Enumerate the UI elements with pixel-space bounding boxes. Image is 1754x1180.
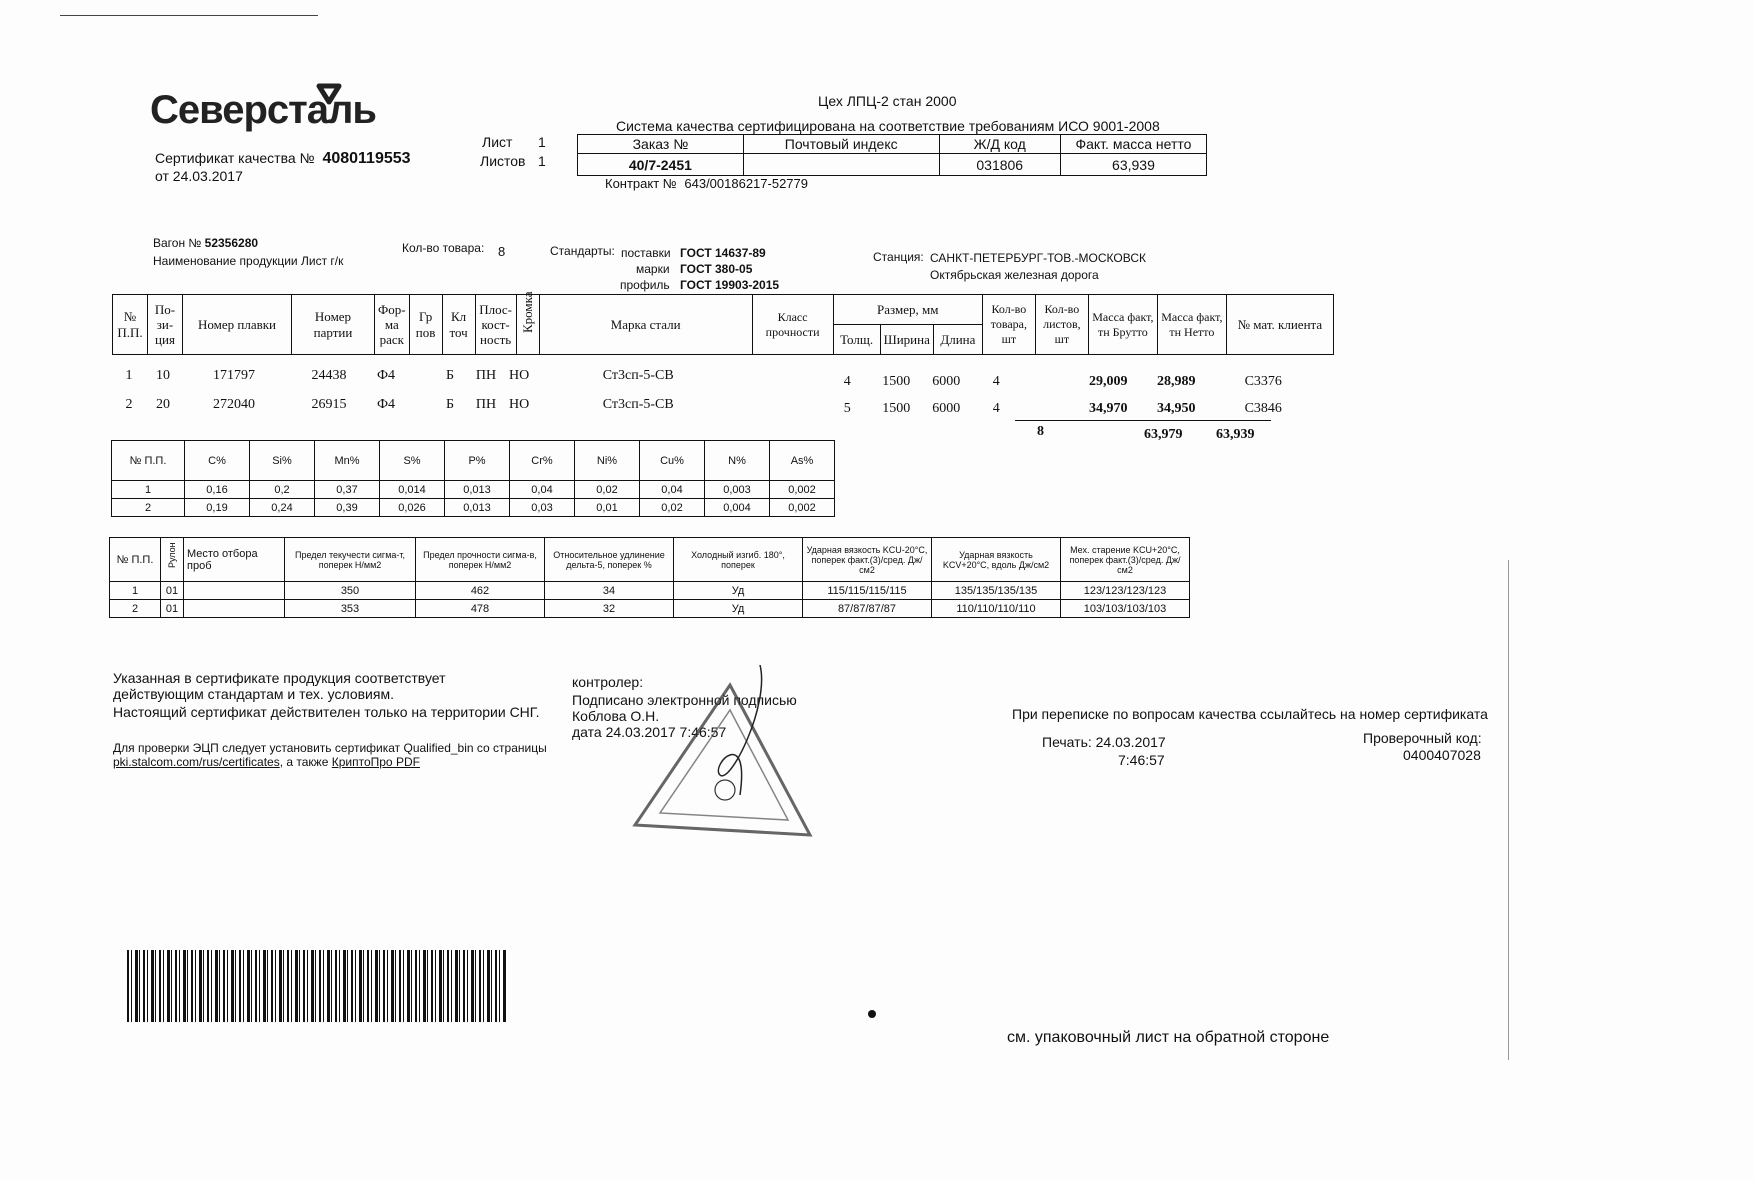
cell: Уд [674, 600, 803, 618]
cell: 32 [545, 600, 674, 618]
cell: 115/115/115/115 [803, 582, 932, 600]
col-sheets: Кол-во листов, шт [1035, 295, 1088, 355]
col-edge-label: Кромка [519, 290, 535, 333]
scan-speck [868, 1010, 876, 1018]
signature-date: дата 24.03.2017 7:46:57 [572, 724, 727, 740]
eds-link[interactable]: pki.stalcom.com/rus/certificates [113, 755, 280, 769]
chemistry-table [111, 440, 835, 517]
cell: 0,37 [315, 481, 380, 499]
cell: 26915 [311, 396, 347, 412]
cell: 20 [156, 396, 170, 412]
col-group: Гр пов [409, 295, 442, 355]
order-header-postal: Почтовый индекс [743, 135, 939, 154]
cell: Ф4 [376, 396, 396, 412]
mech-header-roll [161, 538, 184, 582]
cell: 0,2 [250, 481, 315, 499]
col-size: Размер, мм [833, 295, 982, 325]
totals-rule [1015, 420, 1271, 421]
chem-header: P% [445, 441, 510, 481]
cell: 0,16 [185, 481, 250, 499]
total-net: 63,939 [1216, 427, 1255, 442]
order-table [577, 134, 1207, 176]
print-date: Печать: 24.03.2017 [1042, 734, 1166, 750]
cell: 34,950 [1156, 401, 1196, 416]
cell: Уд [674, 582, 803, 600]
product-table [112, 290, 1334, 355]
cell: НО [509, 367, 530, 383]
order-header-order: Заказ № [578, 135, 744, 154]
std-grade-label: марки [636, 262, 670, 276]
top-rule [60, 15, 318, 16]
compliance-line-1: Указанная в сертификате продукция соответствует [113, 670, 446, 686]
compliance-line-2: действующим стандартам и тех. условиям. [113, 686, 394, 702]
cell: 1 [110, 582, 161, 600]
product-rows [112, 360, 1316, 418]
eds-crypto-link[interactable]: КриптоПро PDF [331, 755, 420, 769]
certificate-label: Сертификат качества № [155, 150, 315, 166]
chem-header: N% [705, 441, 770, 481]
chem-header: Ni% [575, 441, 640, 481]
sheet-value: 1 [538, 134, 546, 150]
cell: 0,19 [185, 499, 250, 517]
workshop: Цех ЛПЦ-2 стан 2000 [818, 93, 957, 109]
print-time: 7:46:57 [1118, 752, 1165, 768]
qty-value: 8 [498, 244, 506, 259]
col-flatness: Плос- кост- ность [475, 295, 516, 355]
cell: Б [445, 396, 455, 412]
cell: НО [509, 396, 530, 412]
cell [744, 391, 824, 418]
chem-header: S% [380, 441, 445, 481]
cell: 0,04 [640, 481, 705, 499]
cell: 5 [843, 401, 851, 416]
cell: 10 [156, 367, 170, 383]
chem-header: C% [185, 441, 250, 481]
col-batch: Номер партии [292, 295, 375, 355]
cell: 353 [285, 600, 416, 618]
eds-check: Для проверки ЭЦП следует установить сертификат Qualified_bin со страницы [113, 741, 547, 755]
col-accuracy: Кл точ [442, 295, 475, 355]
mech-header: Предел прочности сигма-в, поперек Н/мм2 [416, 538, 545, 582]
col-gross: Масса факт, тн Брутто [1088, 295, 1157, 355]
station-label: Станция: [873, 250, 924, 264]
chem-header: Cr% [510, 441, 575, 481]
cell: 462 [416, 582, 545, 600]
cell: 0,002 [770, 499, 835, 517]
cell: 2 [112, 499, 185, 517]
cell: 171797 [213, 367, 255, 383]
cell: 1500 [882, 401, 911, 416]
table-row [112, 499, 835, 517]
cell: 2 [125, 396, 133, 412]
cell: 0,014 [380, 481, 445, 499]
cell: 135/135/135/135 [932, 582, 1061, 600]
cell: 28,989 [1156, 374, 1196, 389]
chem-header: Cu% [640, 441, 705, 481]
logo-mark-icon [316, 80, 342, 106]
standards-label: Стандарты: [550, 244, 615, 258]
cell [184, 582, 285, 600]
cell: 0,01 [575, 499, 640, 517]
col-net: Масса факт, тн Нетто [1157, 295, 1226, 355]
station-value: САНКТ-ПЕТЕРБУРГ-ТОВ.-МОСКОВСК [930, 251, 1146, 265]
cell: 24438 [311, 367, 347, 383]
controller-label: контролер: [572, 674, 644, 690]
cell: 4 [992, 401, 1000, 416]
cell: 123/123/123/123 [1061, 582, 1190, 600]
cell: 272040 [213, 396, 255, 412]
rail-code: 031806 [939, 154, 1060, 176]
sheets-label: Листов [480, 153, 526, 169]
col-grade: Марка стали [539, 295, 752, 355]
cell: 0,013 [445, 481, 510, 499]
wagon-label: Вагон № [153, 236, 202, 250]
mech-header: № П.П. [110, 538, 161, 582]
railway: Октябрьская железная дорога [930, 268, 1099, 282]
col-num: № П.П. [113, 295, 148, 355]
cell: 2 [110, 600, 161, 618]
mech-header: Ударная вязкость KCU-20°C, поперек факт.(3)/сред. Дж/см2 [803, 538, 932, 582]
cell: 01 [161, 582, 184, 600]
cell: 103/103/103/103 [1061, 600, 1190, 618]
mech-header: Ударная вязкость KCV+20°C, вдоль Дж/см2 [932, 538, 1061, 582]
brand-logo [150, 88, 376, 133]
cell: С3846 [1244, 401, 1282, 416]
net-mass: 63,939 [1060, 154, 1206, 176]
col-qty: Кол-во товара, шт [982, 295, 1035, 355]
cell: 0,013 [445, 499, 510, 517]
cell: 34,970 [1088, 401, 1128, 416]
col-length: Длина [933, 325, 982, 355]
std-profile-label: профиль [620, 278, 670, 292]
cell: 0,24 [250, 499, 315, 517]
cell: 1 [125, 367, 133, 383]
contract-label: Контракт № [605, 176, 677, 191]
product-name [153, 254, 343, 268]
total-qty: 8 [1037, 424, 1044, 439]
col-heat: Номер плавки [183, 295, 292, 355]
certificate-date: от 24.03.2017 [155, 168, 243, 184]
cell [184, 600, 285, 618]
cell: 29,009 [1088, 374, 1128, 389]
table-row [110, 600, 1190, 618]
col-form: Фор- ма раск [375, 295, 410, 355]
table-row [112, 391, 1316, 418]
cell [1022, 360, 1074, 391]
order-header-net-mass: Факт. масса нетто [1060, 135, 1206, 154]
cell: 0,004 [705, 499, 770, 517]
controller-name: Коблова О.Н. [572, 708, 660, 724]
cell [402, 360, 434, 391]
qty-label: Кол-во товара: [402, 241, 485, 255]
scan-edge [1508, 560, 1509, 1060]
product-label: Наименование продукции [153, 254, 298, 268]
cell: 0,026 [380, 499, 445, 517]
certificate-title [155, 150, 411, 168]
mechanical-table [109, 537, 1190, 618]
eds-also: , а также [279, 755, 329, 769]
cell: 0,02 [640, 499, 705, 517]
cell: 1500 [882, 374, 911, 389]
signed-electronically: Подписано электронной подписью [572, 692, 797, 708]
total-gross: 63,979 [1144, 427, 1183, 442]
contract-value: 643/00186217-52779 [684, 176, 808, 191]
postal-index [743, 154, 939, 176]
order-header-rail-code: Ж/Д код [939, 135, 1060, 154]
col-pos: По- зи- ция [148, 295, 183, 355]
brand-name: Северсталь [150, 88, 376, 132]
mech-header: Предел текучести сигма-т, поперек Н/мм2 [285, 538, 416, 582]
mech-header: Холодный изгиб. 180°, поперек [674, 538, 803, 582]
check-code-label: Проверочный код: [1363, 730, 1482, 746]
order-number: 40/7-2451 [578, 154, 744, 176]
cell: ПН [475, 367, 497, 383]
cell: 6000 [932, 374, 961, 389]
chem-header: Mn% [315, 441, 380, 481]
cell: 6000 [932, 401, 961, 416]
std-grade: ГОСТ 380-05 [680, 262, 753, 276]
chem-header: Si% [250, 441, 315, 481]
cell: 4 [843, 374, 851, 389]
col-thickness: Толщ. [833, 325, 880, 355]
cell: Ст3сп-5-СВ [602, 367, 674, 383]
col-edge [516, 290, 539, 355]
cell: Ф4 [376, 367, 396, 383]
sheets-value: 1 [538, 153, 546, 169]
std-delivery-label: поставки [621, 246, 671, 260]
std-delivery: ГОСТ 14637-89 [680, 246, 766, 260]
contract [605, 176, 808, 191]
cell: 478 [416, 600, 545, 618]
cell: С3376 [1244, 374, 1282, 389]
certificate-number: 4080119553 [322, 150, 411, 167]
cell: ПН [475, 396, 497, 412]
col-strength: Класс прочности [752, 295, 833, 355]
mech-header: Место отбора проб [184, 538, 285, 582]
cell: 0,03 [510, 499, 575, 517]
col-client: № мат. клиента [1226, 295, 1333, 355]
cell: 1 [112, 481, 185, 499]
cell: 01 [161, 600, 184, 618]
wagon [153, 236, 258, 250]
quality-stamp-icon [630, 665, 815, 845]
mech-header: Относительное удлинение дельта-5, поперек % [545, 538, 674, 582]
cell [744, 360, 824, 391]
cell: 0,04 [510, 481, 575, 499]
cell: 0,002 [770, 481, 835, 499]
cell [402, 391, 434, 418]
cell: 87/87/87/87 [803, 600, 932, 618]
cell: 0,39 [315, 499, 380, 517]
table-row [112, 360, 1316, 391]
cell: 34 [545, 582, 674, 600]
cell: 110/110/110/110 [932, 600, 1061, 618]
iso-statement: Система качества сертифицирована на соответствие требованиям ИСО 9001-2008 [616, 118, 1160, 134]
cell: 4 [992, 374, 1000, 389]
sheet-label: Лист [482, 134, 513, 150]
check-code: 0400407028 [1403, 747, 1481, 763]
mech-header: Мех. старение KCU+20°C, поперек факт.(3)/сред. Дж/см2 [1061, 538, 1190, 582]
correspondence-note: При переписке по вопросам качества ссылайтесь на номер сертификата [1012, 706, 1488, 722]
chem-header: As% [770, 441, 835, 481]
table-row [112, 481, 835, 499]
compliance-line-3: Настоящий сертификат действителен только на территории СНГ. [113, 704, 540, 720]
cell: Ст3сп-5-СВ [602, 396, 674, 412]
cell: 0,02 [575, 481, 640, 499]
cell: 0,003 [705, 481, 770, 499]
cell [1022, 391, 1074, 418]
cell: 350 [285, 582, 416, 600]
mech-header-roll-label: Рулон [167, 541, 177, 568]
eds-links [113, 755, 420, 769]
packing-note: см. упаковочный лист на обратной стороне [1007, 1029, 1330, 1046]
cell: Б [445, 367, 455, 383]
std-profile: ГОСТ 19903-2015 [680, 278, 780, 292]
barcode [127, 950, 507, 1022]
table-row [110, 582, 1190, 600]
chem-header: № П.П. [112, 441, 185, 481]
wagon-value: 52356280 [204, 236, 259, 250]
product-value: Лист г/к [300, 254, 344, 268]
col-width: Ширина [880, 325, 933, 355]
